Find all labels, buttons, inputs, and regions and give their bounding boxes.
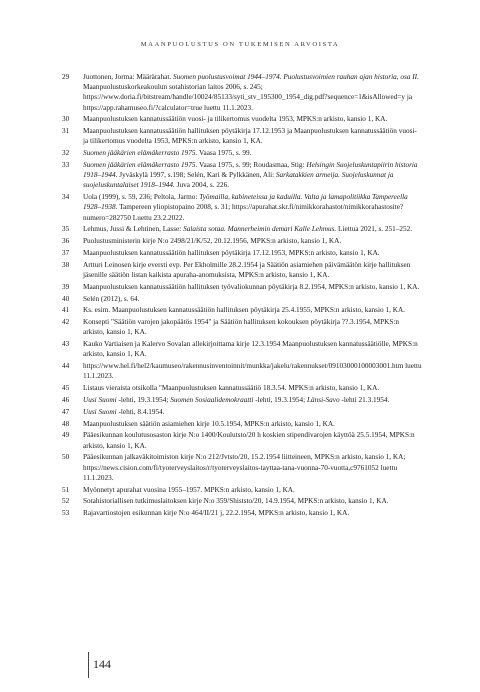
endnote — [62, 317, 422, 337]
endnote-italic-title: Salaista sotaa. Mannerheimin demari Kalle Lehmus. — [183, 225, 337, 234]
endnote — [62, 248, 422, 258]
endnote-text-segment: Uola (1999), s. 59, 236; Peltola, Jarmo: — [83, 193, 200, 202]
endnote-number: 51 — [62, 485, 70, 494]
endnote — [62, 430, 422, 450]
endnote-number: 38 — [62, 260, 70, 269]
endnote-italic-title: Helsingin Suojeluskuntapiirin historia 1918–1944. — [83, 161, 418, 180]
endnote-number: 50 — [62, 453, 70, 462]
endnote-number: 44 — [62, 362, 70, 371]
endnote-text-segment: Maanpuolustuskorkeakoulun sotahistorian laitos 2006, s. 245; https://www.doria.fi/bitstream/handle/10024/85133/syti_stv_195300_1954_dig.pdf?sequence=1&isAllowed=y ja https://app.rahamuseo.fi/?calculator=true luettu 11.1.2023. — [83, 83, 413, 112]
endnote-text-segment: -lehti, 19.3.1954; — [253, 395, 307, 404]
endnote-text — [83, 294, 422, 304]
endnote-italic-title: Suomen jääkärien elämäkerrasto 1975. — [83, 161, 198, 169]
endnote-text — [83, 419, 422, 429]
endnote-text — [83, 305, 422, 315]
endnote — [62, 383, 422, 393]
endnote-number: 31 — [62, 127, 70, 136]
endnote — [62, 282, 422, 292]
endnote — [62, 407, 422, 417]
endnote-text-segment: Puolustusministerin kirje N:o 2498/21/K/52, 20.12.1956, MPKS:n arkisto, kansio 1, KA. — [83, 237, 342, 246]
endnote-italic-title: Uusi Suomi — [83, 407, 117, 416]
endnote-text — [83, 508, 422, 518]
page-number: 144 — [93, 657, 111, 671]
endnote — [62, 485, 422, 495]
endnote-italic-title: Länsi-Savo — [306, 395, 340, 404]
endnote-number: 53 — [62, 509, 70, 518]
endnote-text — [83, 317, 422, 337]
endnote — [62, 224, 422, 234]
endnote-number: 32 — [62, 149, 70, 158]
endnote-text — [83, 248, 422, 258]
endnote-text-segment: Maanpuolustuksen kannatussäätiön hallituksen työvaliokunnan pöytäkirja 8.2.1954, MPKS:n arkisto, kansio 1, KA. — [83, 282, 420, 291]
endnote-text-segment: Selén (2012), s. 64. — [83, 294, 140, 303]
endnote-number: 45 — [62, 384, 70, 393]
endnote-text — [83, 485, 422, 495]
endnote — [62, 126, 422, 146]
endnote-text-segment: Vaasa 1975, s. 99; Roudasmaa, Stig: — [197, 161, 307, 169]
endnote-text — [83, 430, 422, 450]
endnote-text — [83, 395, 422, 405]
endnote-text — [83, 383, 422, 393]
endnote-text-segment: Ks. esim. Maanpuolustuksen kannatussäätiön hallituksen pöytäkirja 25.4.1955, MPKS:n arkisto, kansio 1, KA. — [83, 306, 405, 315]
endnote-text-segment: Rajavartiostojen esikunnan kirje N:o 464/II/21 j, 22.2.1954, MPKS:n arkisto, kansio 1, KA. — [83, 509, 350, 518]
endnote-text — [83, 72, 422, 113]
endnote-italic-title: Suomen puolustusvoimat 1944–1974. Puolustusvoimien rauhan ajan historia, osa II. — [173, 73, 419, 81]
endnote — [62, 452, 422, 483]
endnote-text-segment: Maanpuolustuksen kannatussäätiön vuosi- ja tilikertomus vuodelta 1953, MPKS:n arkisto, kansio 1, KA. — [83, 115, 388, 124]
endnote-number: 43 — [62, 340, 70, 349]
endnote-number: 36 — [62, 237, 70, 246]
endnote-text-segment: Myönnetyt apurahat vuosina 1955–1957. MPKS:n arkisto, kansio 1, KA. — [83, 485, 295, 494]
endnote-text — [83, 224, 422, 234]
endnote-text — [83, 126, 422, 146]
endnote-number: 49 — [62, 431, 70, 440]
endnote-text-segment: -lehti 21.3.1954. — [339, 395, 390, 404]
endnote-number: 37 — [62, 249, 70, 257]
endnote — [62, 339, 422, 359]
endnote-text — [83, 114, 422, 124]
endnote — [62, 496, 422, 506]
page-number-rule — [88, 652, 89, 678]
endnote-text — [83, 160, 422, 191]
endnote-number: 42 — [62, 318, 70, 327]
endnote — [62, 114, 422, 124]
endnote-italic-title: Uusi Suomi — [83, 395, 117, 404]
endnotes-list — [62, 72, 422, 520]
endnote-text-segment: -lehti, 19.3.1954; — [116, 395, 171, 404]
endnote — [62, 305, 422, 315]
endnote-text-segment: Maanpuolustuksen säätiön asiamiehen kirje 10.5.1954, MPKS:n arkisto, kansio 1, KA. — [83, 419, 335, 428]
endnote-text-segment: Lehmus, Jussi & Lehtinen, Lasse: — [83, 225, 184, 234]
endnote — [62, 236, 422, 246]
endnote-text-segment: Juva 2004, s. 226. — [174, 181, 230, 190]
endnote-italic-title: Työmailla, kabineteissa ja kaduilla. Valta ja lamapolitiikka Tampereella 1928–1938. — [83, 193, 408, 212]
endnote-number: 29 — [62, 73, 70, 81]
endnote — [62, 419, 422, 429]
endnote-text — [83, 452, 422, 483]
endnote-text — [83, 282, 422, 292]
endnote-text-segment: Konsepti "Säätiön varojen jakopäätös 1954" ja Säätiön hallituksen kokouksen pöytäkirja ??.3.1954, MPKS:n arkisto, kansio 1, KA. — [83, 318, 400, 337]
endnote — [62, 192, 422, 223]
endnote-text — [83, 496, 422, 506]
endnote-text-segment: https://www.hel.fi/hel2/kaumuseo/rakennusinventoinnit/munkka/jakelu/rakennukset/09103000100003001.htm luettu 11.1.2023. — [83, 362, 422, 381]
endnote-text — [83, 407, 422, 417]
endnote-number: 47 — [62, 407, 70, 416]
endnote-text — [83, 339, 422, 359]
endnote-text-segment: Vaasa 1975, s. 99. — [197, 149, 252, 158]
endnote-number: 46 — [62, 395, 70, 404]
endnote-text — [83, 148, 422, 158]
endnote — [62, 395, 422, 405]
endnote-italic-title: Suomen jääkärien elämäkerrasto 1975. — [83, 149, 198, 158]
endnote-number: 35 — [62, 225, 70, 234]
endnote-number: 52 — [62, 497, 70, 506]
endnote — [62, 72, 422, 113]
endnote-number: 34 — [62, 193, 70, 202]
endnote-text — [83, 260, 422, 280]
endnote — [62, 361, 422, 381]
endnote — [62, 160, 422, 191]
endnote-text — [83, 361, 422, 381]
endnote-number: 39 — [62, 282, 70, 291]
endnote-text-segment: Kauko Vartiaisen ja Kalervo Sovalan allekirjoittama kirje 12.3.1954 Maanpuolustuksen kannatussäätiölle, MPKS:n arkisto, kansio 1, KA. — [83, 340, 418, 359]
endnote-text-segment: Maanpuolustuksen kannatussäätiön hallituksen pöytäkirja 17.12.1953, MPKS:n arkisto, kansio 1, KA. — [83, 249, 380, 257]
endnote-text-segment: Juottonen, Jorma: Määrärahat. — [83, 73, 173, 81]
endnote-text-segment: Pääesikunnan jalkaväkitoimiston kirje N:o 212/Jvtsto/20, 15.2.1954 liitteineen, MPKS:n arkisto, kansio 1, KA; https://news.cision.com/fi/tyoterveyslaitos/r/tyoterveyslaitos-tayttaa-tana-vuonna-70-vuotta,c9761052 luettu 11.1.2023. — [83, 453, 406, 482]
endnote-text-segment: Listaus vieraista otsikolla "Maanpuolustuksen kannatussäätiö 18.3.54. MPKS:n arkisto, kansio 1, KA. — [83, 384, 380, 393]
endnote-italic-title: Sarkatakkien armeija. Suojeluskunnat ja suojeluskuntalaiset 1918–1944. — [83, 171, 394, 190]
endnote — [62, 148, 422, 158]
endnote — [62, 508, 422, 518]
endnote-text-segment: Pääesikunnan koulutusosaston kirje N:o 1400/Koulutsto/20 h koskien stipendivarojen käyttöä 25.5.1954, MPKS:n arkisto, kansio 1, KA. — [83, 431, 415, 450]
endnote-text-segment: Jyväskylä 1997, s.198; Selén, Kari & Pylkkänen, Ali: — [117, 171, 276, 180]
endnote-number: 40 — [62, 294, 70, 303]
endnote-number: 48 — [62, 419, 70, 428]
endnote-number: 33 — [62, 161, 70, 169]
endnote-text-segment: Maanpuolustuksen kannatussäätiön hallituksen pöytäkirja 17.12.1953 ja Maanpuolustuksen kannatussäätiön vuosi- ja tilikertomus vuodelta 1953, MPKS:n arkisto, kansio 1, KA. — [83, 127, 417, 146]
endnote-text-segment: Artturi Leinosen kirje eversti evp. Per Ekholmille 28.2.1954 ja Säätiön asiamiehen päivämäätön kirje hallituksen jäsenille säätiön listan kaikista apuraha-anomuksista, MPKS:n arkisto, kansio 1, KA. — [83, 260, 411, 279]
endnote-number: 41 — [62, 306, 70, 315]
endnote-text-segment: Sotahistoriallisen tutkimuslaitoksen kirje N:o 359/Shiststo/20, 14.9.1954, MPKS:n arkisto, kansio 1, KA. — [83, 497, 389, 506]
endnote — [62, 294, 422, 304]
endnote — [62, 260, 422, 280]
endnote-text — [83, 192, 422, 223]
endnote-text-segment: -lehti, 8.4.1954. — [116, 407, 165, 416]
running-head: MAANPUOLUSTUS ON TUKEMISEN ARVOISTA — [140, 41, 340, 48]
endnote-text-segment: Liettua 2021, s. 251–252. — [336, 225, 413, 234]
endnote-text-segment: Tampereen yliopistopaino 2008, s. 31; https://apurahat.skr.fi/nimikkorahastot/nimikkorahastosite?numero=282750 Luettu 23.2.2022. — [83, 203, 404, 222]
endnote-text — [83, 236, 422, 246]
endnote-italic-title: Suomen Sosiaalidemokraatti — [170, 395, 254, 404]
endnote-number: 30 — [62, 115, 70, 124]
